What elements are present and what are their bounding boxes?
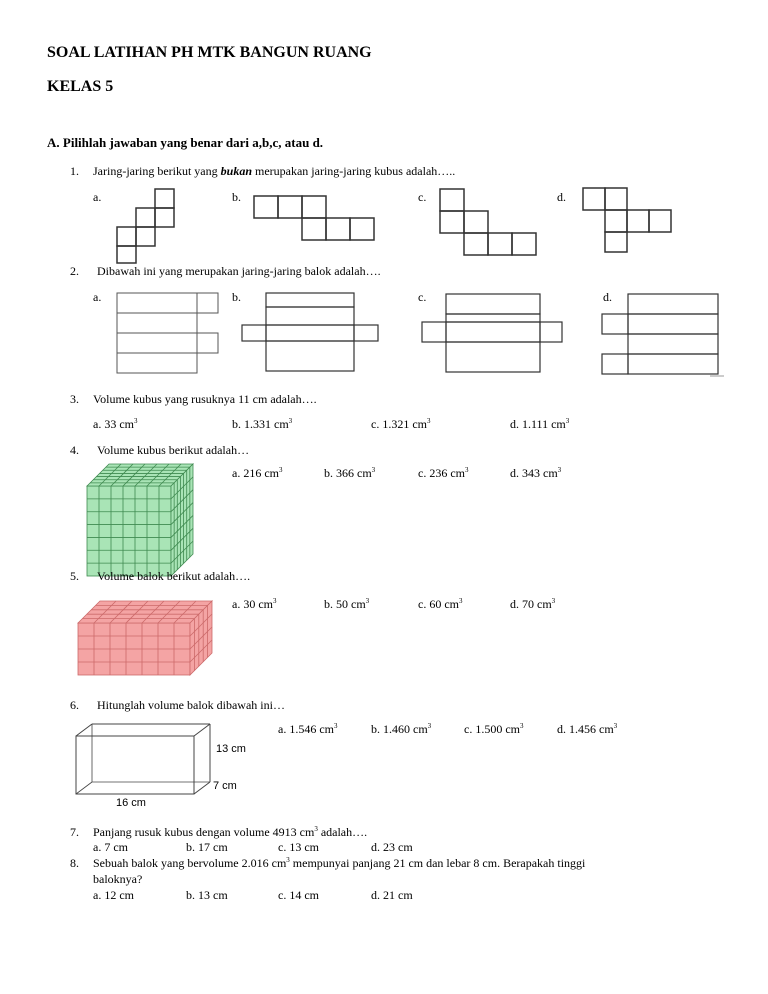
- q5-option-c: c. 60 $cm^3$: [418, 597, 463, 611]
- q6-option-d: d. 1.456 $cm^3$: [557, 722, 618, 736]
- q6-width-label: 7 cm: [213, 780, 237, 792]
- q2-net-a: [116, 292, 224, 376]
- q3-text: Volume kubus yang rusuknya 11 cm adalah….: [93, 392, 317, 406]
- q1-net-c: [438, 186, 542, 258]
- q1-label-d: d.: [557, 190, 566, 204]
- q7-option-a: a. 7 cm: [93, 840, 128, 854]
- q5-number: 5.: [70, 569, 79, 583]
- q1-text: Jaring-jaring berikut yang bukan merupakan jaring-jaring kubus adalah…..: [93, 164, 456, 178]
- q2-text: Dibawah ini yang merupakan jaring-jaring balok adalah….: [97, 264, 381, 278]
- q7-option-b: b. 17 cm: [186, 840, 228, 854]
- q5-text: Volume balok berikut adalah….: [97, 569, 251, 583]
- q4-option-d: d. 343 $cm^3$: [510, 466, 562, 480]
- page-title: SOAL LATIHAN PH MTK BANGUN RUANG: [47, 44, 372, 61]
- q1-net-a: [110, 185, 180, 265]
- q6-length-label: 16 cm: [116, 797, 146, 809]
- q1-label-c: c.: [418, 190, 427, 204]
- q8-option-b: b. 13 cm: [186, 888, 228, 902]
- q2-net-b: [240, 292, 380, 376]
- q8-option-c: c. 14 cm: [278, 888, 319, 902]
- q5-option-a: a. 30 $cm^3$: [232, 597, 277, 611]
- q4-option-c: c. 236 $cm^3$: [418, 466, 469, 480]
- q7-option-d: d. 23 cm: [371, 840, 413, 854]
- q1-label-b: b.: [232, 190, 241, 204]
- q6-number: 6.: [70, 698, 79, 712]
- q2-label-d: d.: [603, 290, 612, 304]
- q3-number: 3.: [70, 392, 79, 406]
- q3-option-c: c. 1.321 $cm^3$: [371, 417, 431, 431]
- q2-label-a: a.: [93, 290, 102, 304]
- q2-label-c: c.: [418, 290, 427, 304]
- q7-number: 7.: [70, 825, 79, 839]
- page-subtitle: KELAS 5: [47, 78, 114, 95]
- q6-option-c: c. 1.500 $cm^3$: [464, 722, 524, 736]
- q6-option-a: a. 1.546 $cm^3$: [278, 722, 338, 736]
- q6-box-wireframe: [74, 722, 216, 798]
- q4-option-b: b. 366 $cm^3$: [324, 466, 376, 480]
- q1-label-a: a.: [93, 190, 102, 204]
- q1-net-d: [580, 186, 676, 254]
- q8-option-d: d. 21 cm: [371, 888, 413, 902]
- q2-net-d: [600, 292, 726, 380]
- q2-number: 2.: [70, 264, 79, 278]
- q1-net-b: [252, 192, 382, 244]
- q7-option-c: c. 13 cm: [278, 840, 319, 854]
- q8-option-a: a. 12 cm: [93, 888, 134, 902]
- q8-number: 8.: [70, 856, 79, 870]
- q8-text: Sebuah balok yang bervolume 2.016 $cm^3$ mempunyai panjang 21 cm dan lebar 8 cm. Berapakah tinggi: [93, 856, 586, 870]
- q5-box-figure: [76, 597, 216, 681]
- section-a-heading: A. Pilihlah jawaban yang benar dari a,b,c, atau d.: [47, 135, 324, 150]
- q4-number: 4.: [70, 443, 79, 457]
- q3-option-b: b. 1.331 $cm^3$: [232, 417, 293, 431]
- q6-text: Hitunglah volume balok dibawah ini…: [97, 698, 285, 712]
- q4-cube-figure: [79, 460, 201, 564]
- q7-text: Panjang rusuk kubus dengan volume 4913 $cm^3$ adalah….: [93, 825, 368, 839]
- q3-option-d: d. 1.111 $cm^3$: [510, 417, 570, 431]
- q2-label-b: b.: [232, 290, 241, 304]
- q5-option-d: d. 70 $cm^3$: [510, 597, 556, 611]
- q4-text: Volume kubus berikut adalah…: [97, 443, 250, 457]
- q1-number: 1.: [70, 164, 79, 178]
- q6-height-label: 13 cm: [216, 743, 246, 755]
- q8-text-line2: baloknya?: [93, 872, 143, 886]
- q6-option-b: b. 1.460 $cm^3$: [371, 722, 432, 736]
- q5-option-b: b. 50 $cm^3$: [324, 597, 370, 611]
- q2-net-c: [420, 292, 564, 378]
- q4-option-a: a. 216 $cm^3$: [232, 466, 283, 480]
- q3-option-a: a. 33 $cm^3$: [93, 417, 138, 431]
